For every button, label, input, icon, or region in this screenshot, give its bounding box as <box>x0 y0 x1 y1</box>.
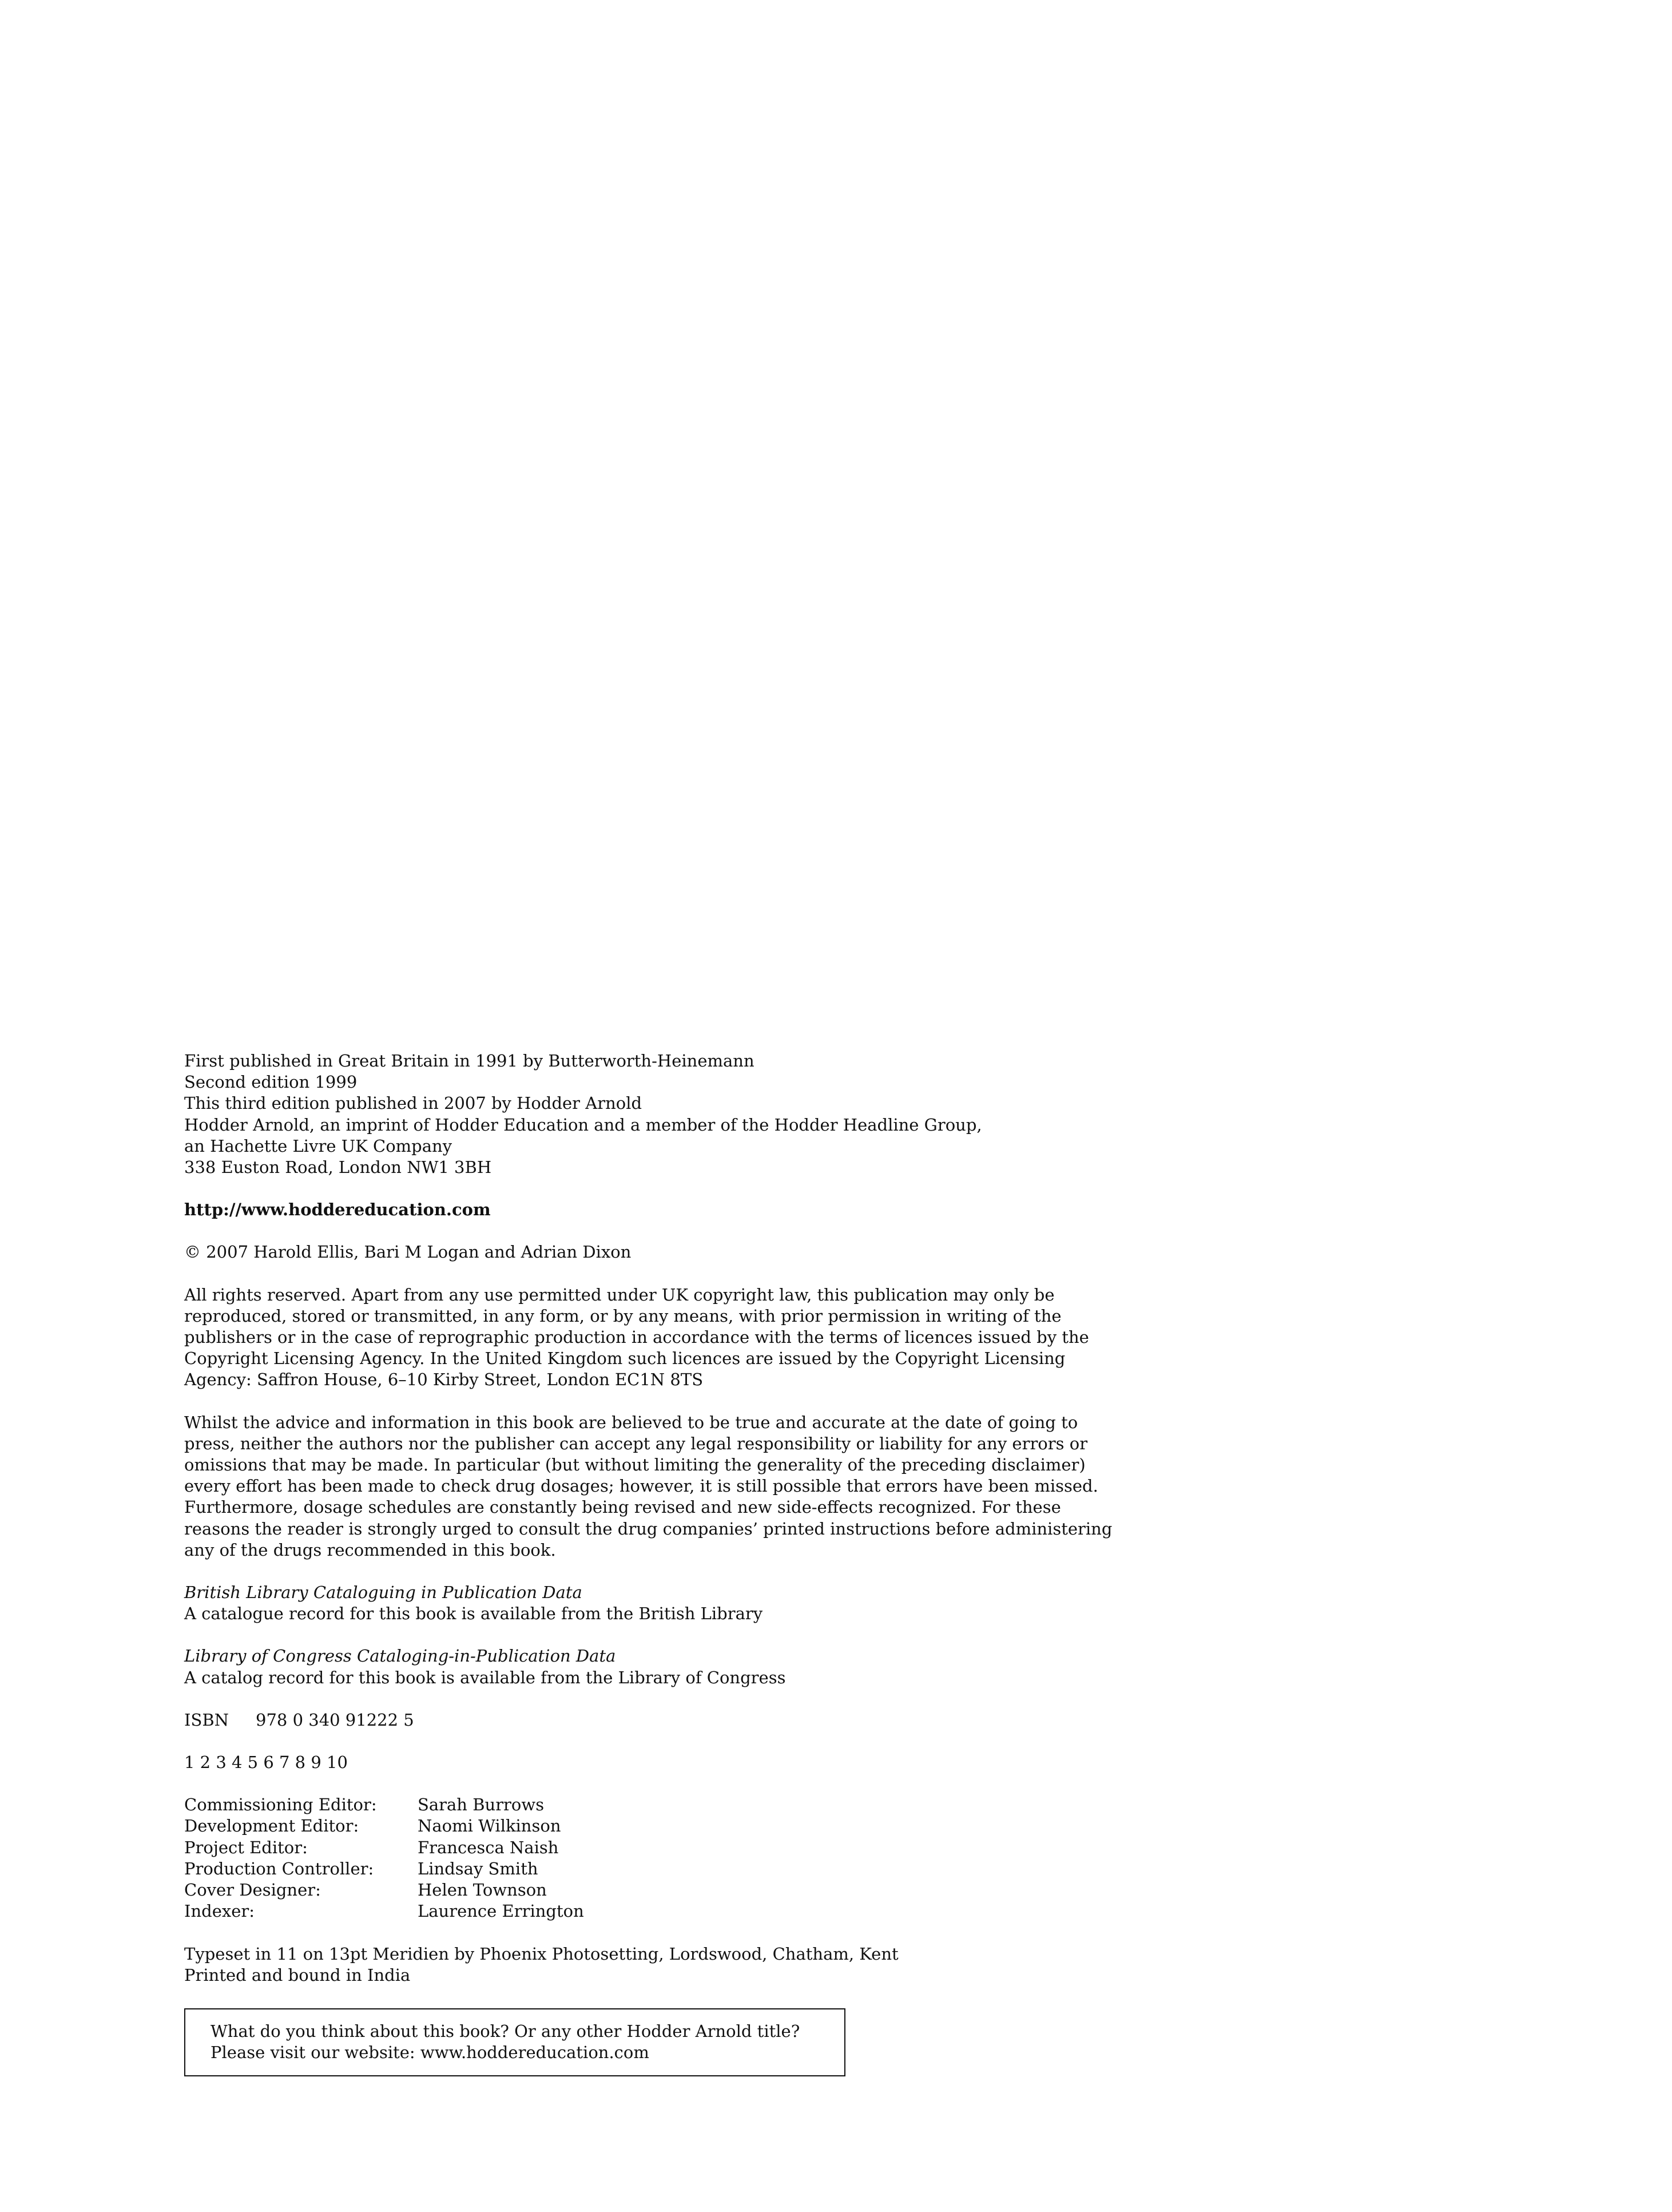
publication-history <box>184 1050 1157 1178</box>
credit-role: Development Editor: <box>184 1816 359 1836</box>
history-line: Second edition 1999 <box>184 1072 358 1092</box>
copyright-notice: © 2007 Harold Ellis, Bari M Logan and Adrian Dixon <box>184 1242 632 1262</box>
british-library-section <box>184 1582 1157 1624</box>
credit-role: Production Controller: <box>184 1858 374 1878</box>
credit-name: Helen Townson <box>418 1880 547 1900</box>
library-of-congress-heading: Library of Congress Cataloging-in-Publication Data <box>184 1646 616 1666</box>
library-of-congress-section <box>184 1646 1157 1688</box>
feedback-question: What do you think about this book? Or any other Hodder Arnold title? <box>211 2021 800 2041</box>
credit-role: Cover Designer: <box>184 1880 321 1900</box>
credit-name: Lindsay Smith <box>418 1858 538 1878</box>
credit-role: Project Editor: <box>184 1837 308 1857</box>
disclaimer-line: reasons the reader is strongly urged to consult the drug companies’ printed instructions before administering <box>184 1519 1113 1539</box>
disclaimer-line: every effort has been made to check drug dosages; however, it is still possible that errors have been missed. <box>184 1476 1098 1496</box>
credits-list <box>184 1794 1157 1922</box>
credit-role: Commissioning Editor: <box>184 1795 377 1815</box>
isbn-row <box>184 1710 1157 1731</box>
history-line: First published in Great Britain in 1991 by Butterworth-Heinemann <box>184 1051 754 1071</box>
rights-line: reproduced, stored or transmitted, in any form, or by any means, with prior permission in writing of the <box>184 1306 1062 1326</box>
disclaimer-line: Furthermore, dosage schedules are constantly being revised and new side-effects recognized. For these <box>184 1497 1061 1517</box>
disclaimer-line: omissions that may be made. In particular (but without limiting the generality of the preceding disclaimer) <box>184 1455 1086 1475</box>
disclaimer-line: any of the drugs recommended in this book. <box>184 1540 556 1560</box>
isbn-label: ISBN <box>184 1710 229 1730</box>
website-link[interactable]: http://www.hoddereducation.com <box>184 1200 491 1220</box>
disclaimer-line: Whilst the advice and information in this book are believed to be true and accurate at the date of going to <box>184 1412 1078 1432</box>
printing-sequence: 1 2 3 4 5 6 7 8 9 10 <box>184 1753 348 1773</box>
disclaimer-line: press, neither the authors nor the publisher can accept any legal responsibility or liability for any errors or <box>184 1433 1088 1453</box>
rights-line: publishers or in the case of reprographic production in accordance with the terms of licences issued by the <box>184 1327 1089 1347</box>
rights-line: All rights reserved. Apart from any use permitted under UK copyright law, this publication may only be <box>184 1285 1055 1305</box>
history-line: Hodder Arnold, an imprint of Hodder Education and a member of the Hodder Headline Group, <box>184 1115 982 1135</box>
credit-name: Naomi Wilkinson <box>418 1816 561 1836</box>
credit-role: Indexer: <box>184 1901 255 1921</box>
rights-line: Agency: Saffron House, 6–10 Kirby Street, London EC1N 8TS <box>184 1370 704 1390</box>
history-line: This third edition published in 2007 by Hodder Arnold <box>184 1093 642 1113</box>
feedback-website: Please visit our website: www.hoddereducation.com <box>211 2043 649 2063</box>
printed-note: Printed and bound in India <box>184 1965 411 1985</box>
british-library-text: A catalogue record for this book is available from the British Library <box>184 1604 763 1624</box>
history-line: 338 Euston Road, London NW1 3BH <box>184 1157 492 1178</box>
credit-name: Sarah Burrows <box>418 1795 545 1815</box>
credit-name: Francesca Naish <box>418 1837 559 1857</box>
typeset-note: Typeset in 11 on 13pt Meridien by Phoenix Photosetting, Lordswood, Chatham, Kent <box>184 1944 899 1964</box>
british-library-heading: British Library Cataloguing in Publication Data <box>184 1583 582 1603</box>
rights-line: Copyright Licensing Agency. In the United Kingdom such licences are issued by the Copyright Licensing <box>184 1349 1066 1369</box>
library-of-congress-text: A catalog record for this book is available from the Library of Congress <box>184 1667 786 1687</box>
disclaimer-paragraph <box>184 1412 1157 1561</box>
copyright-page <box>184 1050 1157 1986</box>
isbn-value: 978 0 340 91222 5 <box>256 1710 414 1730</box>
feedback-box <box>184 2008 845 2076</box>
rights-paragraph <box>184 1285 1157 1391</box>
history-line: an Hachette Livre UK Company <box>184 1136 452 1156</box>
credit-name: Laurence Errington <box>418 1901 584 1921</box>
